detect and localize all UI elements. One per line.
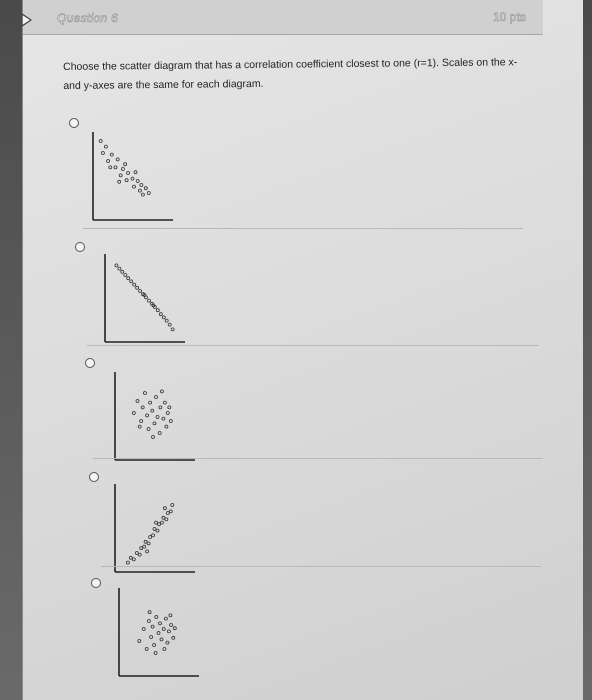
scatter-plot-e — [115, 582, 215, 682]
scatter-point — [147, 542, 150, 545]
scatter-point — [159, 406, 162, 409]
scatter-point — [129, 556, 132, 559]
question-card — [22, 0, 583, 700]
scatter-point — [99, 140, 102, 143]
scatter-point — [115, 264, 118, 267]
scatter-point — [140, 547, 143, 550]
scatter-point — [118, 180, 121, 183]
scatter-point — [168, 406, 171, 409]
radio-button-c[interactable] — [85, 358, 95, 368]
answer-option-b[interactable] — [71, 236, 511, 346]
scatter-point — [138, 425, 141, 428]
scatter-point — [165, 425, 168, 428]
scatter-point — [132, 412, 135, 415]
scatter-point — [169, 420, 172, 423]
scatter-point — [124, 163, 127, 166]
scatter-plot-a — [89, 126, 189, 226]
scatter-point — [155, 616, 158, 619]
scatter-point — [136, 180, 139, 183]
scatter-point — [171, 328, 174, 331]
scatter-point — [166, 641, 169, 644]
answer-option-e[interactable] — [87, 572, 527, 682]
scatter-point — [160, 390, 163, 393]
scatter-point — [156, 309, 159, 312]
scatter-point — [166, 512, 169, 515]
scatter-point — [126, 561, 129, 564]
scatter-point — [148, 611, 151, 614]
scatter-point — [172, 636, 175, 639]
scatter-point — [110, 153, 113, 156]
scatter-point — [146, 414, 149, 417]
scatter-point — [121, 168, 124, 171]
scatter-point — [156, 529, 159, 532]
question-title: Question 6 — [57, 11, 119, 25]
scatter-point — [149, 536, 152, 539]
scatter-point — [138, 189, 141, 192]
scatter-point — [119, 174, 122, 177]
scatter-point — [147, 192, 150, 195]
scatter-point — [144, 540, 147, 543]
scatter-point — [170, 624, 173, 627]
scatter-point — [101, 152, 104, 155]
scatter-point — [149, 401, 152, 404]
scatter-point — [147, 620, 150, 623]
scatter-point — [140, 184, 143, 187]
scatter-point — [107, 160, 110, 163]
points-label: 10 pts — [493, 10, 526, 24]
scatter-point — [147, 428, 150, 431]
flag-question-icon[interactable] — [19, 12, 35, 28]
scatter-point — [160, 638, 163, 641]
scatter-point — [134, 171, 137, 174]
scatter-point — [165, 518, 168, 521]
question-header — [23, 0, 543, 35]
scatter-point — [158, 432, 161, 435]
scatter-point — [162, 628, 165, 631]
prompt-line-1: Choose the scatter diagram that has a correlation coefficient closest to one (r=1). Scales on the x- — [63, 56, 518, 73]
scatter-point — [153, 528, 156, 531]
scatter-point — [167, 630, 170, 633]
scatter-point — [153, 422, 156, 425]
scatter-point — [138, 553, 141, 556]
scatter-point — [163, 401, 166, 404]
scatter-point — [141, 406, 144, 409]
answer-option-a[interactable] — [65, 112, 505, 222]
scatter-point — [133, 185, 136, 188]
scatter-point — [132, 558, 135, 561]
scatter-point — [171, 504, 174, 507]
scatter-point — [139, 290, 142, 293]
radio-button-e[interactable] — [91, 578, 101, 588]
scatter-point — [173, 627, 176, 630]
scatter-point — [114, 166, 117, 169]
scatter-point — [104, 145, 107, 148]
scatter-point — [136, 286, 139, 289]
scatter-point — [144, 187, 147, 190]
scatter-point — [159, 622, 162, 625]
scatter-point — [127, 277, 130, 280]
scatter-point — [121, 270, 124, 273]
scatter-point — [127, 172, 130, 175]
scatter-point — [166, 412, 169, 415]
question-prompt — [63, 53, 533, 96]
scatter-point — [142, 628, 145, 631]
scatter-point — [162, 516, 165, 519]
scatter-point — [138, 640, 141, 643]
scatter-point — [163, 507, 166, 510]
scatter-point — [135, 552, 138, 555]
scatter-point — [168, 323, 171, 326]
scatter-point — [157, 632, 160, 635]
scatter-point — [131, 177, 134, 180]
scatter-point — [151, 409, 154, 412]
option-divider — [101, 566, 541, 567]
scatter-point — [150, 636, 153, 639]
scatter-point — [116, 158, 119, 161]
scatter-point — [133, 283, 136, 286]
scatter-point — [130, 280, 133, 283]
scatter-point — [162, 417, 165, 420]
scatter-point — [158, 523, 161, 526]
scatter-plot-c — [111, 366, 211, 466]
answer-option-c[interactable] — [81, 352, 521, 462]
scatter-plot-b — [101, 248, 201, 348]
scatter-point — [140, 420, 143, 423]
option-divider — [93, 458, 543, 459]
scatter-point — [152, 436, 155, 439]
scatter-point — [143, 545, 146, 548]
scatter-point — [155, 521, 158, 524]
scatter-point — [165, 319, 168, 322]
scatter-point — [152, 534, 155, 537]
radio-button-a[interactable] — [69, 118, 79, 128]
scatter-point — [118, 267, 121, 270]
scatter-point — [155, 396, 158, 399]
scatter-point — [151, 625, 154, 628]
scatter-point — [162, 316, 165, 319]
scatter-plot-d — [111, 478, 211, 578]
scatter-point — [164, 617, 167, 620]
option-divider — [87, 345, 539, 346]
option-divider — [83, 228, 523, 229]
scatter-point — [156, 416, 159, 419]
scatter-point — [169, 614, 172, 617]
scatter-point — [141, 193, 144, 196]
scatter-point — [125, 179, 128, 182]
scatter-point — [136, 400, 139, 403]
radio-button-b[interactable] — [75, 242, 85, 252]
scatter-point — [163, 648, 166, 651]
scatter-point — [145, 648, 148, 651]
scatter-point — [154, 652, 157, 655]
prompt-line-2: and y-axes are the same for each diagram. — [63, 77, 264, 92]
scatter-point — [159, 313, 162, 316]
scatter-point — [160, 521, 163, 524]
answer-option-d[interactable] — [85, 466, 525, 576]
radio-button-d[interactable] — [89, 472, 99, 482]
scatter-point — [109, 166, 112, 169]
scatter-point — [146, 550, 149, 553]
scatter-point — [153, 644, 156, 647]
scatter-point — [143, 392, 146, 395]
scatter-point — [148, 299, 151, 302]
scatter-point — [124, 274, 127, 277]
scatter-point — [169, 510, 172, 513]
